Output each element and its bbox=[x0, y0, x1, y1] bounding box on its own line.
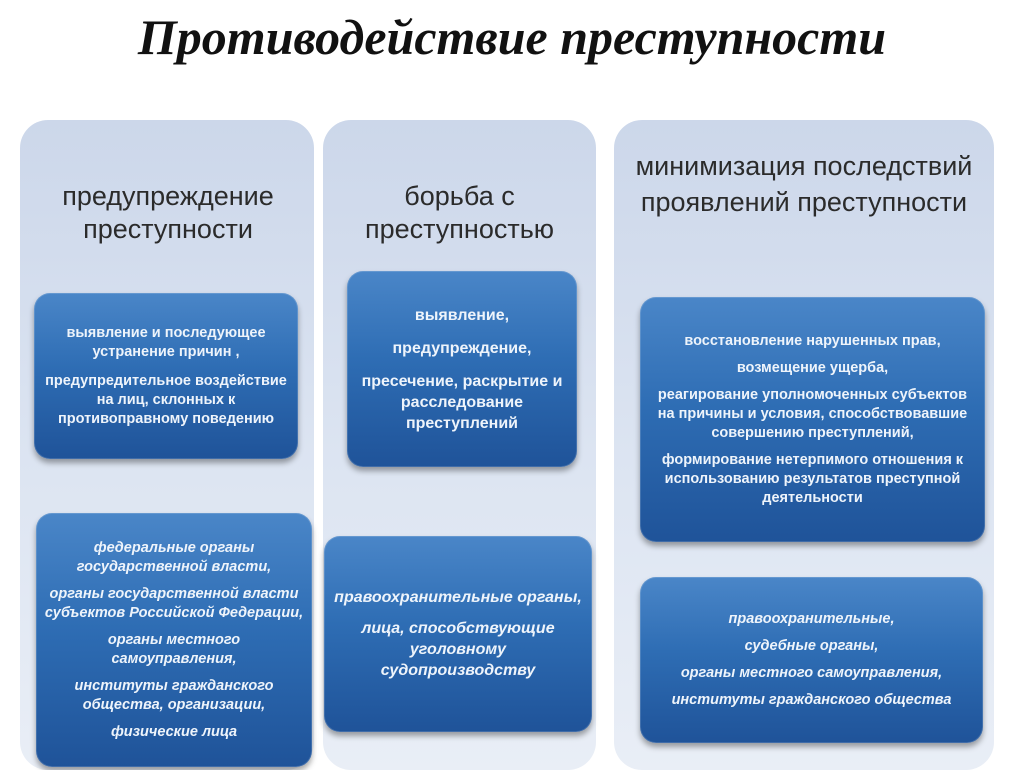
list-item: выявление, bbox=[414, 306, 510, 324]
heading-minimization: минимизация последствий проявлений преступности bbox=[635, 151, 973, 217]
list-item: лица, способствующие уголовному судопроизводству bbox=[361, 620, 555, 679]
list-item: предупреждение, bbox=[392, 339, 532, 357]
list-item: институты гражданского общества bbox=[671, 692, 952, 708]
minimization-subjects-box bbox=[640, 577, 983, 743]
heading-combat: борьба с преступностью bbox=[364, 181, 555, 244]
list-item: реагирование уполномоченных субъектов на причины и условия, способствовавшие совершению преступлений, bbox=[657, 386, 968, 441]
page-title: Противодействие преступности bbox=[137, 9, 887, 65]
list-item: правоохранительные, bbox=[728, 611, 895, 627]
prevention-measures-box bbox=[34, 293, 298, 459]
minimization-measures-box bbox=[640, 297, 985, 542]
list-item: органы местного самоуправления, bbox=[107, 631, 241, 667]
list-item: пресечение, раскрытие и расследование преступлений bbox=[361, 372, 563, 432]
list-item: формирование нетерпимого отношения к использованию результатов преступной деятельности bbox=[661, 451, 964, 506]
list-item: институты гражданского общества, организации, bbox=[74, 677, 274, 713]
list-item: физические лица bbox=[110, 723, 238, 740]
list-item: предупредительное воздействие на лиц, склонных к противоправному поведению bbox=[45, 372, 287, 427]
list-item: правоохранительные органы, bbox=[334, 589, 582, 606]
list-item: восстановление нарушенных прав, bbox=[684, 332, 941, 349]
list-item: федеральные органы государственной власти, bbox=[76, 539, 272, 575]
prevention-subjects-box bbox=[36, 513, 312, 767]
list-item: выявление и последующее устранение причин , bbox=[66, 324, 266, 360]
list-item: органы местного самоуправления, bbox=[680, 665, 943, 681]
list-item: органы государственной власти субъектов Российской Федерации, bbox=[44, 585, 304, 621]
combat-subjects-box bbox=[324, 536, 592, 732]
combat-measures-box bbox=[347, 271, 577, 467]
heading-prevention: предупреждение преступности bbox=[62, 181, 274, 244]
list-item: возмещение ущерба, bbox=[736, 359, 889, 376]
list-item: судебные органы, bbox=[744, 638, 879, 654]
